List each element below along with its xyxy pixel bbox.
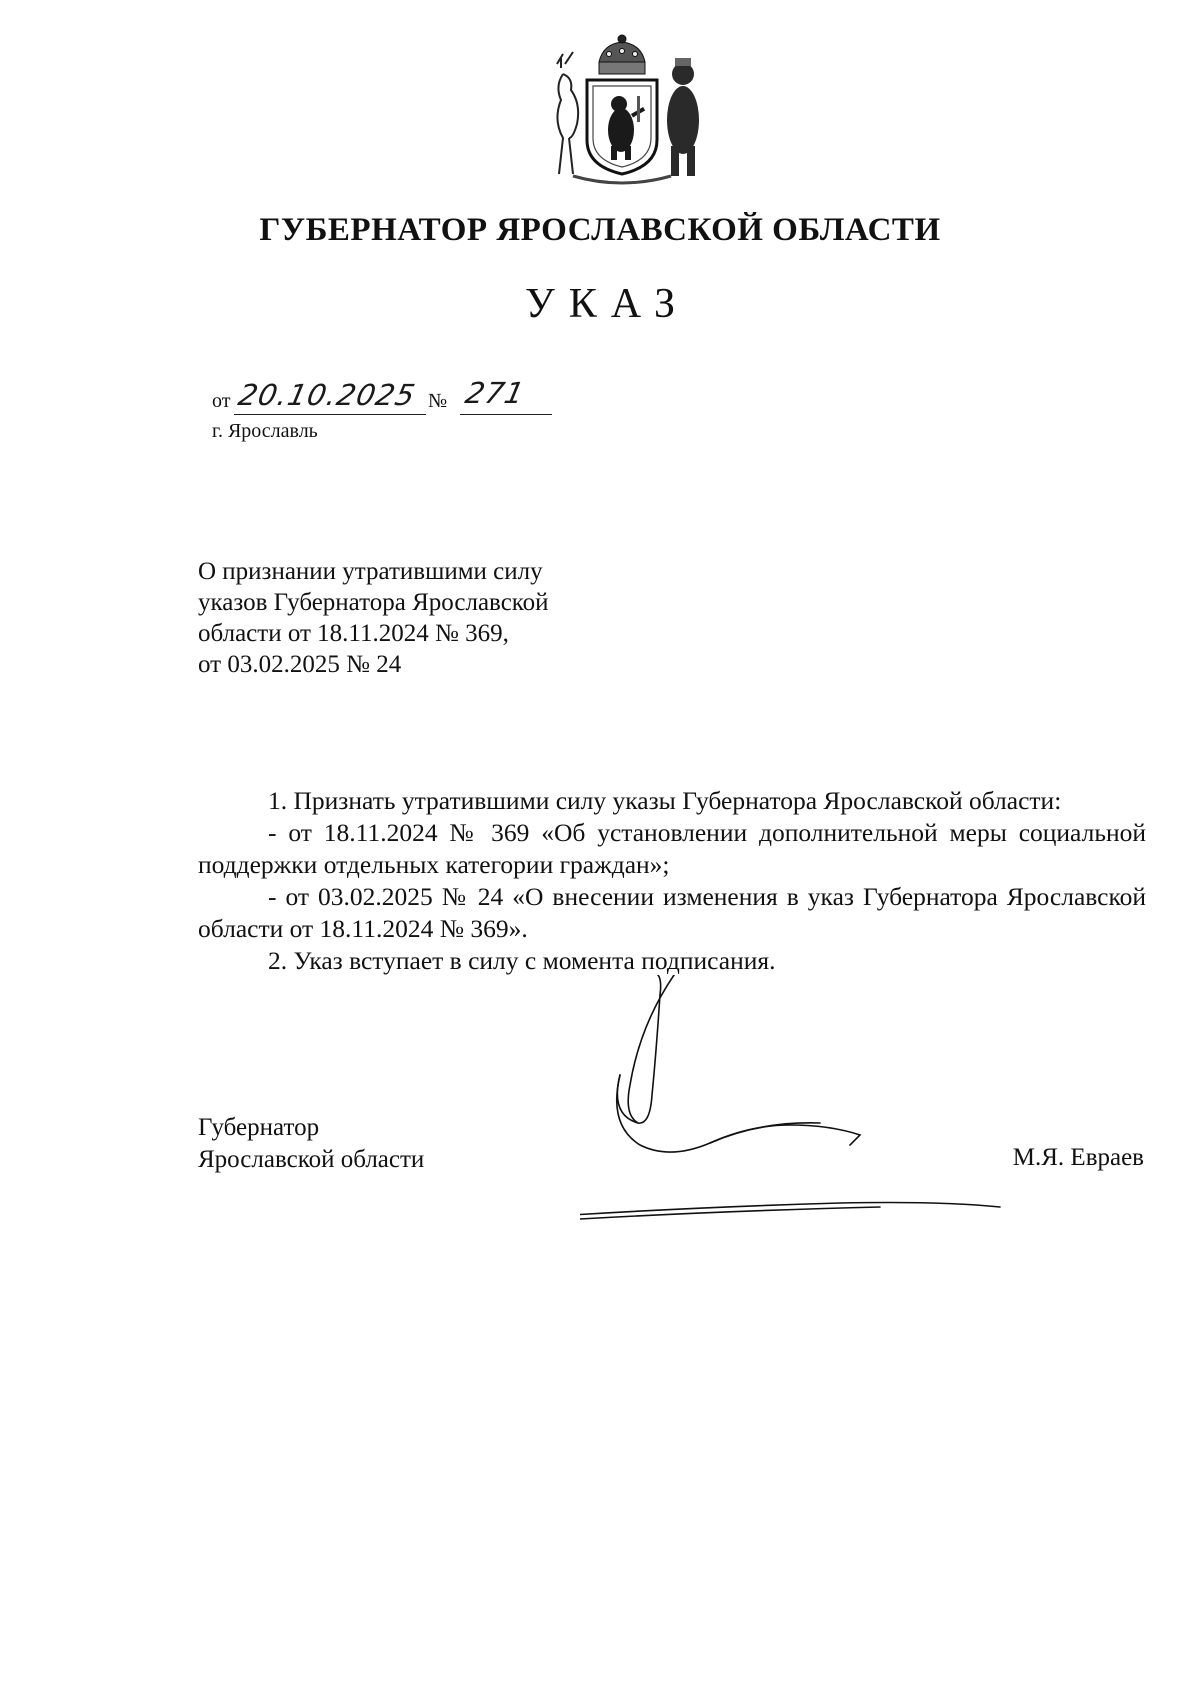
body-paragraph: 1. Признать утратившими силу указы Губернатора Ярославской области: bbox=[268, 786, 1062, 815]
signatory-title-line: Ярославской области bbox=[198, 1146, 425, 1173]
handwritten-signature-icon bbox=[580, 975, 1020, 1235]
number-prefix: № bbox=[428, 390, 448, 412]
date-underline bbox=[234, 414, 426, 415]
number-underline bbox=[460, 414, 552, 415]
subject-line: указов Губернатора Ярославской bbox=[198, 589, 549, 616]
document-body bbox=[198, 785, 1146, 977]
signatory-title-line: Губернатор bbox=[198, 1114, 320, 1141]
document-type-title: УКАЗ bbox=[524, 281, 690, 327]
coat-of-arms-icon bbox=[543, 34, 701, 186]
date-prefix: от bbox=[212, 390, 231, 412]
signatory-title bbox=[198, 1112, 424, 1176]
document-subject bbox=[198, 556, 658, 680]
handwritten-number: 271 bbox=[462, 376, 528, 410]
subject-line: О признании утратившими силу bbox=[198, 558, 543, 585]
handwritten-date: 20.10.2025 bbox=[235, 378, 419, 412]
issuing-authority: ГУБЕРНАТОР ЯРОСЛАВСКОЙ ОБЛАСТИ bbox=[259, 212, 941, 248]
body-paragraph: - от 03.02.2025 № 24 «О внесении изменения в указ Губернатора Ярославской области от 18.11.2024 № 369». bbox=[198, 882, 1146, 943]
body-paragraph: - от 18.11.2024 № 369 «Об установлении дополнительной меры социальной поддержки отдельных категории граждан»; bbox=[198, 818, 1146, 879]
signatory-name: М.Я. Евраев bbox=[1012, 1144, 1144, 1171]
subject-line: области от 18.11.2024 № 369, bbox=[198, 620, 509, 647]
issue-city: г. Ярославль bbox=[212, 420, 318, 442]
body-paragraph: 2. Указ вступает в силу с момента подписания. bbox=[268, 946, 776, 975]
subject-line: от 03.02.2025 № 24 bbox=[198, 651, 402, 678]
